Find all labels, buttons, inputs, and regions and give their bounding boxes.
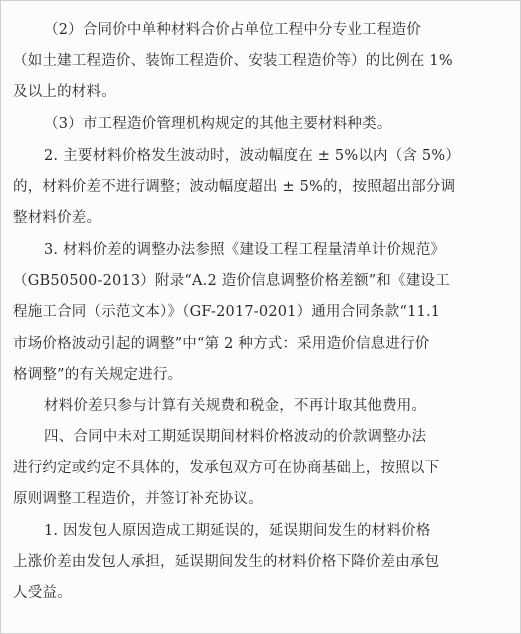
- text-line: （3）市工程造价管理机构规定的其他主要材料种类。: [44, 116, 392, 132]
- paragraph-other-materials: [13, 109, 509, 140]
- text-line: 原则调整工程造价，并签订补充协议。: [13, 491, 263, 508]
- paragraph-employer-delay: [13, 516, 509, 610]
- text-line: 程施工合同（示范文本）》（GF-2017-0201）通用合同条款“11.1: [13, 304, 441, 321]
- paragraph-fluctuation-range: [13, 141, 509, 235]
- text-line: 的，材料价差不进行调整；波动幅度超出 ± 5%的，按照超出部分调: [13, 179, 456, 196]
- paragraph-material-ratio: [13, 15, 509, 109]
- text-line: （GB50500-2013）附录“A.2 造价信息调整价格差额”和《建设工: [13, 273, 450, 290]
- text-line: 进行约定或约定不具体的，发承包双方可在协商基础上，按照以下: [13, 460, 440, 477]
- text-line: 整材料价差。: [13, 210, 102, 227]
- text-line: 四、合同中未对工期延误期间材料价格波动的价款调整办法: [44, 429, 427, 445]
- text-line: 2. 主要材料价格发生波动时，波动幅度在 ± 5%以内（含 5%）: [44, 148, 461, 164]
- text-line: 市场价格波动引起的调整”中“第 2 种方式：采用造价信息进行价: [13, 335, 430, 352]
- text-line: 1. 因发包人原因造成工期延误的，延误期间发生的材料价格: [44, 523, 431, 539]
- text-line: 上涨价差由发包人承担，延误期间发生的材料价格下降价差由承包: [13, 554, 440, 571]
- text-line: 材料价差只参与计算有关规费和税金，不再计取其他费用。: [44, 398, 427, 414]
- text-line: 人受益。: [13, 585, 72, 602]
- text-line: （如土建工程造价、装饰工程造价、安装工程造价等）的比例在 1%: [13, 53, 453, 70]
- paragraph-section-four: [13, 422, 509, 516]
- paragraph-adjustment-method: [13, 235, 509, 391]
- text-line: （2）合同价中单种材料合价占单位工程中分专业工程造价: [44, 22, 421, 38]
- text-line: 及以上的材料。: [13, 84, 116, 101]
- text-line: 格调整”的有关规定进行。: [13, 366, 183, 383]
- text-line: 3. 材料价差的调整办法参照《建设工程工程量清单计价规范》: [44, 242, 446, 258]
- paragraph-price-difference-fees: [13, 391, 509, 422]
